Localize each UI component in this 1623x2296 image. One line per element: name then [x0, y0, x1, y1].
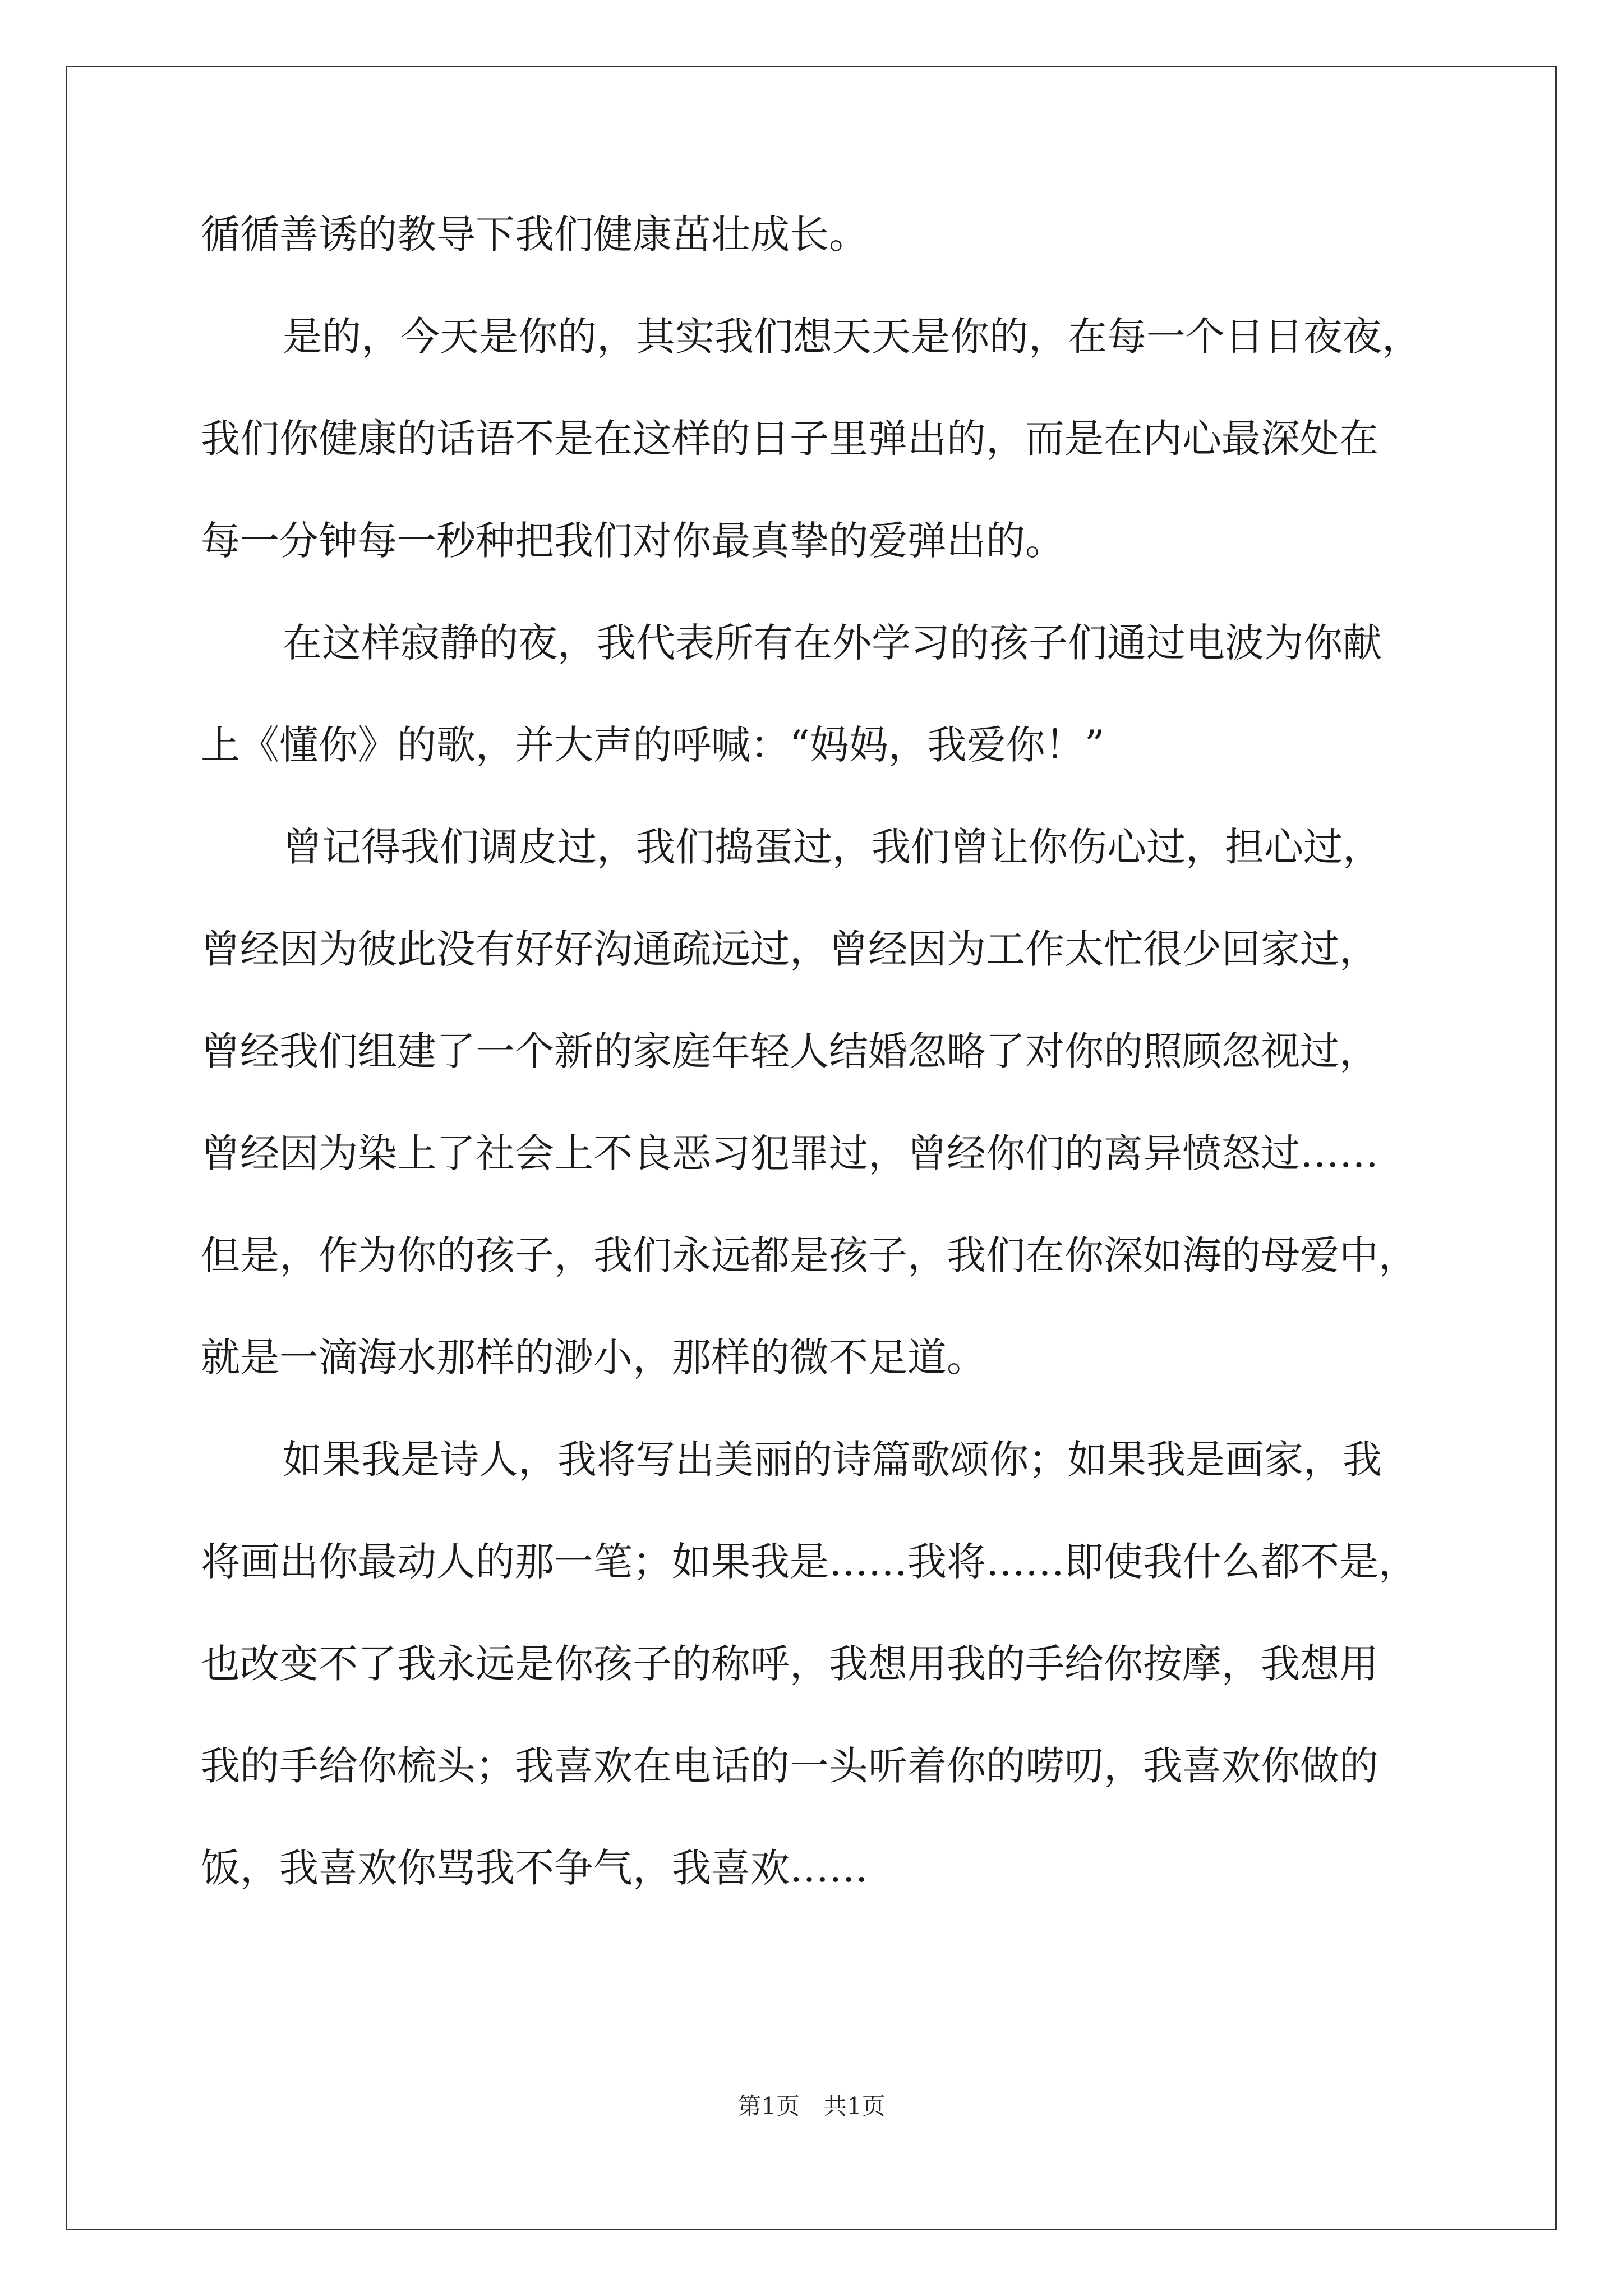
text-line: 也改变不了我永远是你孩子的称呼，我想用我的手给你按摩，我想用 — [201, 1641, 1378, 1687]
text-line: 循循善诱的教导下我们健康茁壮成长。 — [201, 211, 868, 257]
text-line: 就是一滴海水那样的渺小，那样的微不足道。 — [201, 1335, 986, 1381]
text-line: 曾经因为染上了社会上不良恶习犯罪过，曾经你们的离异愤怒过…… — [201, 1130, 1378, 1176]
text-line: 曾经我们组建了一个新的家庭年轻人结婚忽略了对你的照顾忽视过， — [201, 1028, 1378, 1074]
text-line: 将画出你最动人的那一笔；如果我是……我将……即使我什么都不是， — [201, 1539, 1418, 1585]
page-number-total: 共1页 — [823, 2092, 886, 2120]
text-line: 我们你健康的话语不是在这样的日子里弹出的，而是在内心最深处在 — [201, 416, 1378, 462]
text-line: 饭，我喜欢你骂我不争气，我喜欢…… — [201, 1845, 868, 1891]
text-line: 我的手给你梳头；我喜欢在电话的一头听着你的唠叨，我喜欢你做的 — [201, 1743, 1378, 1789]
text-line: 但是，作为你的孩子，我们永远都是孩子，我们在你深如海的母爱中， — [201, 1232, 1418, 1278]
page-number-current: 第1页 — [737, 2092, 800, 2120]
text-line: 是的，今天是你的，其实我们想天天是你的，在每一个日日夜夜， — [283, 314, 1421, 360]
text-line: 曾记得我们调皮过，我们捣蛋过，我们曾让你伤心过，担心过， — [283, 824, 1382, 870]
page-footer — [0, 2090, 1623, 2123]
text-line: 如果我是诗人，我将写出美丽的诗篇歌颂你；如果我是画家，我 — [283, 1437, 1382, 1483]
text-line: 曾经因为彼此没有好好沟通疏远过，曾经因为工作太忙很少回家过， — [201, 926, 1378, 972]
text-line: 在这样寂静的夜，我代表所有在外学习的孩子们通过电波为你献 — [283, 620, 1382, 666]
text-line: 上《懂你》的歌，并大声的呼喊：“妈妈，我爱你！” — [201, 722, 1105, 768]
text-line: 每一分钟每一秒种把我们对你最真挚的爱弹出的。 — [201, 518, 1064, 564]
